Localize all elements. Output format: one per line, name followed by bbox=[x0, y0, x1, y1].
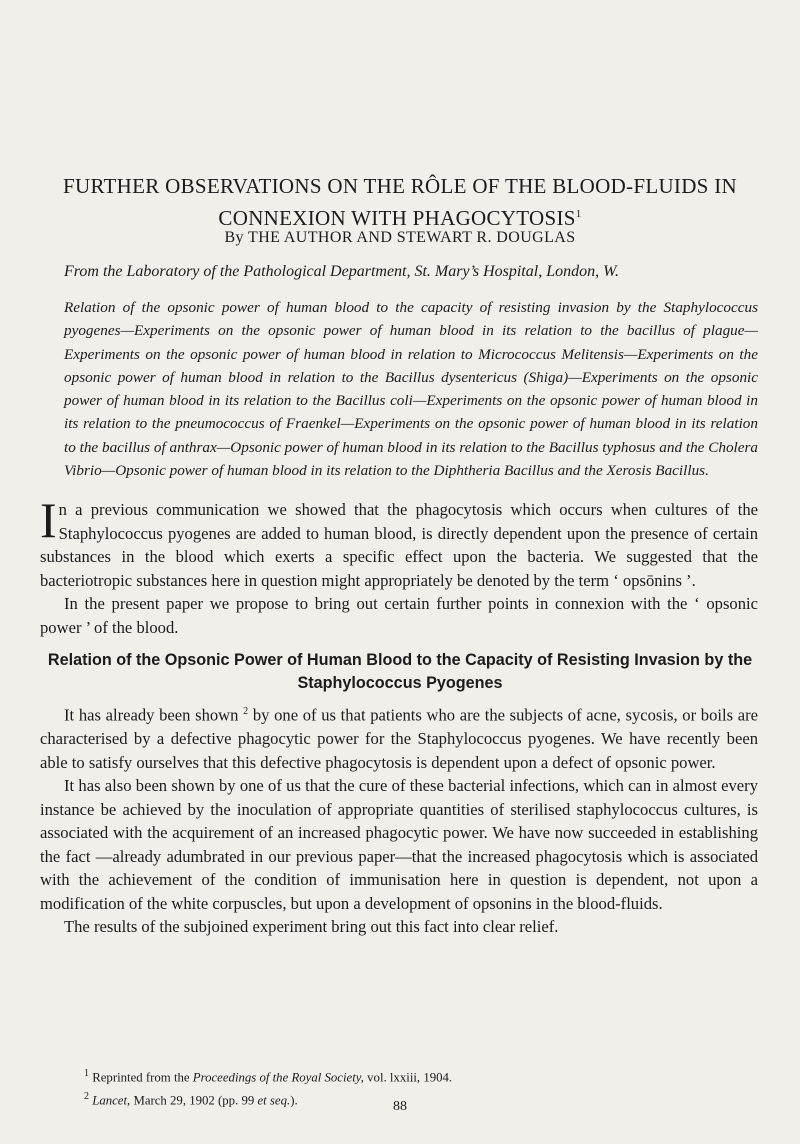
section-paragraph-1-rest: by one of us that patients who are the subjects of acne, sycosis, or boils are characterised by a defective phagocytic power for the Staphylococcus pyogenes. We have recently been able to satisfy ourselves that this defective phagocytosis is dependent upon a defect of opsonic power. bbox=[40, 705, 758, 772]
footnote-2-date: March 29, 1902 (pp. 99 bbox=[133, 1093, 255, 1108]
introduction bbox=[40, 492, 758, 640]
section-paragraph-1-start: It has already been shown bbox=[64, 705, 239, 725]
title-footnote-mark: 1 bbox=[575, 208, 582, 220]
byline: By THE AUTHOR AND STEWART R. DOUGLAS bbox=[224, 229, 576, 246]
footnote-1 bbox=[84, 1064, 760, 1087]
footnote-2-mark: 2 bbox=[84, 1091, 89, 1103]
footnote-1-journal: Proceedings of the Royal Society, bbox=[192, 1070, 364, 1085]
page-number: 88 bbox=[393, 1099, 407, 1114]
section-heading: Relation of the Opsonic Power of Human Blood to the Capacity of Resisting Invasion by the Staphylococcus Pyogenes bbox=[47, 651, 753, 692]
footnote-2-end: ). bbox=[290, 1093, 298, 1108]
section-body bbox=[40, 700, 758, 939]
section-paragraph-1 bbox=[40, 700, 758, 774]
footnote-2-journal: Lancet, bbox=[92, 1093, 131, 1108]
footnote-1-prefix: Reprinted from the bbox=[92, 1070, 190, 1085]
intro-paragraph-1-text: n a previous communication we showed that the phagocytosis which occurs when cultures of the Staphylococcus pyogenes are added to human blood, is directly dependent upon the presence of certain substances in the blood which exerts a specific effect upon the bacteria. We suggested that the bacteriotropic substances here in question might appropriately be denoted by the term ‘ opsōnins ’. bbox=[40, 500, 758, 590]
drop-cap: I bbox=[40, 492, 57, 548]
footnote-1-suffix: vol. lxxiii, 1904. bbox=[367, 1070, 453, 1085]
affiliation: From the Laboratory of the Pathological Department, St. Mary’s Hospital, London, W. bbox=[64, 263, 619, 280]
abstract-summary: Relation of the opsonic power of human blood to the capacity of resisting invasion by the Staphylococcus pyogenes—Experiments on the opsonic power of human blood in its relation to the bacillus of plague—Experiments on the opsonic power of human blood in relation to Micrococcus Melitensis—Experiments on the opsonic power of human blood in relation to the Bacillus dysentericus (Shiga)—Experiments on the opsonic power of human blood in its relation to the Bacillus coli—Experiments on the opsonic power of human blood in its relation to the pneumococcus of Fraenkel—Experiments on the opsonic power of human blood in its relation to the bacillus of anthrax—Opsonic power of human blood in its relation to the Bacillus typhosus and the Cholera Vibrio—Opsonic power of human blood in its relation to the Diphtheria Bacillus and the Xerosis Bacillus. bbox=[64, 299, 758, 480]
section-paragraph-3: The results of the subjoined experiment bring out this fact into clear relief. bbox=[64, 917, 559, 937]
footnote-2-etseq: et seq. bbox=[257, 1093, 291, 1108]
intro-paragraph-2: In the present paper we propose to bring out certain further points in connexion with the ‘ opsonic power ’ of the blood. bbox=[40, 594, 758, 637]
article-title-text: FURTHER OBSERVATIONS ON THE RÔLE OF THE BLOOD-FLUIDS IN CONNEXION WITH PHAGOCYTOSIS bbox=[63, 174, 737, 230]
footnote-1-mark: 1 bbox=[84, 1068, 89, 1079]
intro-paragraph-1 bbox=[40, 492, 758, 592]
footnote-ref-2: 2 bbox=[243, 706, 249, 717]
section-paragraph-2: It has also been shown by one of us that the cure of these bacterial infections, which can in almost every instance be achieved by the inoculation of appropriate quantities of sterilised staphylococcus cultures, is associated with the acquirement of an increased phagocytic power. We have now succeeded in establishing the fact —already adumbrated in our previous paper—that the increased phagocytosis which is associated with the achievement of the condition of immunisation here in question is dependent, not upon a modification of the white corpuscles, but upon a development of opsonins in the blood-fluids. bbox=[40, 776, 758, 913]
article-title bbox=[40, 172, 760, 232]
